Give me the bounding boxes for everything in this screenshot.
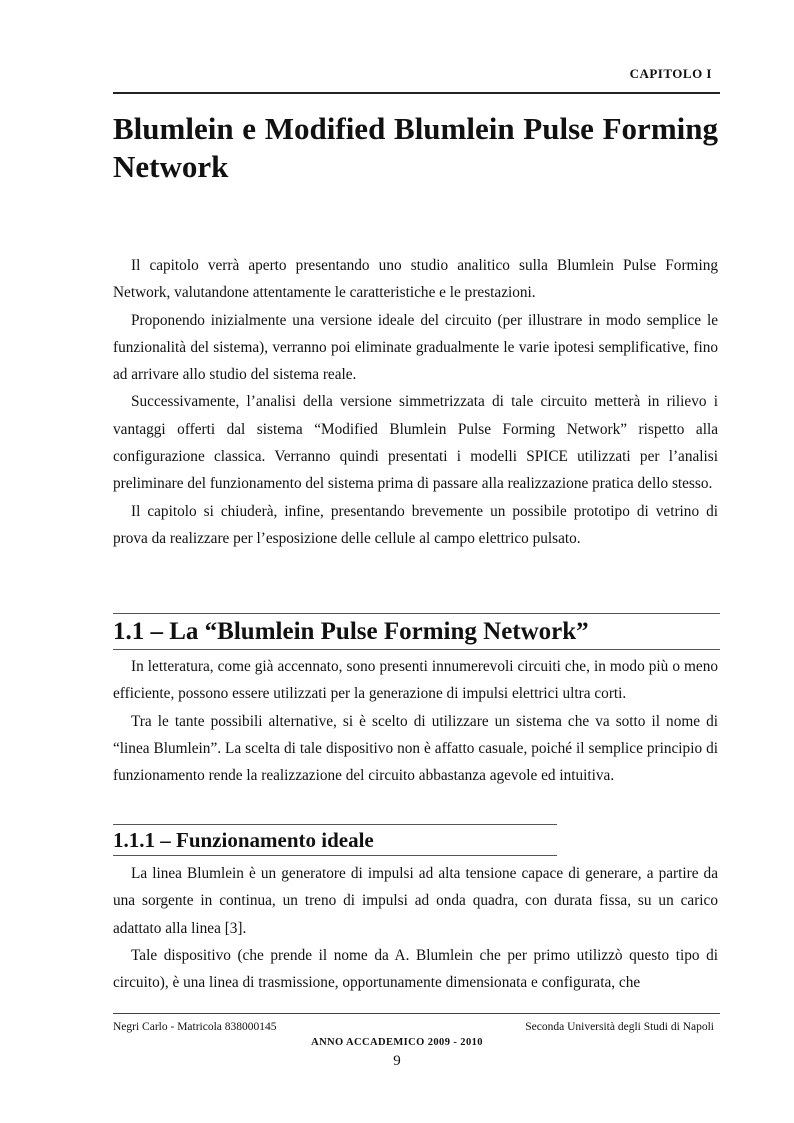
footer-author: Negri Carlo - Matricola 838000145	[113, 1021, 277, 1033]
intro-text	[113, 252, 718, 552]
intro-paragraph-1: Il capitolo verrà aperto presentando uno studio analitico sulla Blumlein Pulse Forming Network, valutandone attentamente le caratteristiche e le prestazioni.	[113, 257, 718, 302]
intro-paragraph-3: Successivamente, l’analisi della versione simmetrizzata di tale circuito metterà in rilievo i vantaggi offerti dal sistema “Modified Blumlein Pulse Forming Network” rispetto alla configurazione classica. Verranno quindi presentati i modelli SPICE utilizzati per l’analisi preliminare del funzionamento del sistema prima di passare alla realizzazione pratica dello stesso.	[113, 393, 718, 493]
header-rule	[113, 92, 720, 94]
subsection-text	[113, 860, 718, 996]
running-header-chapter: CAPITOLO I	[629, 66, 712, 81]
chapter-title: Blumlein e Modified Blumlein Pulse Forming Network	[113, 111, 718, 184]
intro-paragraph-4: Il capitolo si chiuderà, infine, presentando brevemente un possibile prototipo di vetrino di prova da realizzare per l’esposizione delle cellule al campo elettrico pulsato.	[113, 502, 718, 547]
section-rule-top	[113, 613, 720, 614]
section-title: 1.1 – La “Blumlein Pulse Forming Network”	[113, 618, 589, 645]
section-paragraph-2: Tra le tante possibili alternative, si è scelto di utilizzare un sistema che va sotto il nome di “linea Blumlein”. La scelta di tale dispositivo non è affatto casuale, poiché il semplice principio di funzionamento rende la realizzazione del circuito abbastanza agevole ed intuitiva.	[113, 712, 718, 785]
page-number: 9	[393, 1053, 401, 1069]
section-text	[113, 653, 718, 789]
footer-rule	[113, 1013, 720, 1014]
section-rule-bottom	[113, 649, 720, 650]
subsection-rule-top	[113, 824, 557, 825]
footer-university: Seconda Università degli Studi di Napoli	[525, 1021, 714, 1033]
subsection-paragraph-2: Tale dispositivo (che prende il nome da A. Blumlein che per primo utilizzò questo tipo di circuito), è una linea di trasmissione, opportunamente dimensionata e configurata, che	[113, 946, 718, 992]
subsection-paragraph-1: La linea Blumlein è un generatore di impulsi ad alta tensione capace di generare, a partire da una sorgente in continua, un treno di impulsi ad onda quadra, con durata fissa, su un carico adattato alla linea [3].	[113, 865, 718, 937]
footer-academic-year: ANNO ACCADEMICO 2009 - 2010	[311, 1037, 483, 1048]
subsection-rule-bottom	[113, 855, 557, 856]
section-paragraph-1: In letteratura, come già accennato, sono presenti innumerevoli circuiti che, in modo più o meno efficiente, possono essere utilizzati per la generazione di impulsi elettrici ultra corti.	[113, 658, 718, 703]
subsection-title: 1.1.1 – Funzionamento ideale	[113, 828, 374, 852]
intro-paragraph-2: Proponendo inizialmente una versione ideale del circuito (per illustrare in modo semplice le funzionalità del sistema), verranno poi eliminate gradualmente le varie ipotesi semplificative, fino ad arrivare allo studio del sistema reale.	[113, 311, 718, 384]
